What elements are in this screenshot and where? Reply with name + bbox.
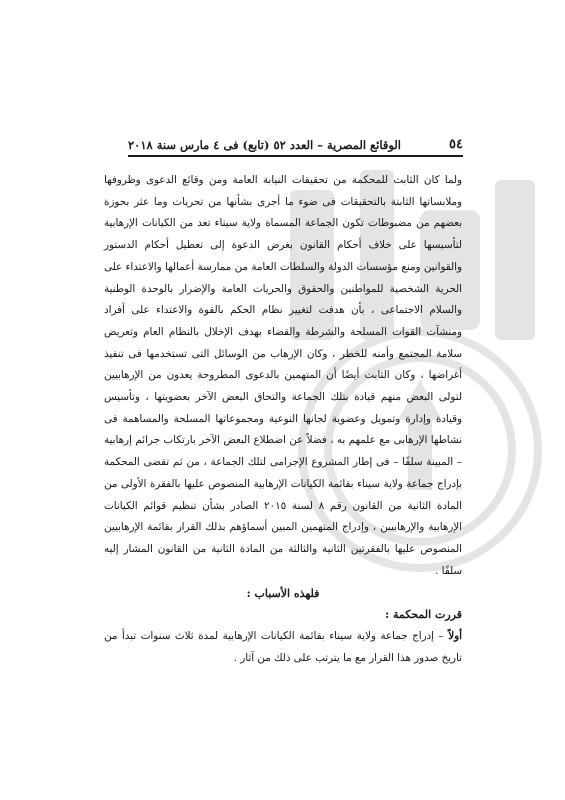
decision-item-first bbox=[104, 626, 462, 669]
decided-heading: قررت المحكمة : bbox=[385, 608, 462, 622]
page-number: ٥٤ bbox=[449, 137, 463, 152]
gazette-title: الوقائع المصرية – العدد ٥٢ (تابع) فى ٤ مارس سنة ٢٠١٨ bbox=[128, 138, 401, 152]
document-body bbox=[104, 170, 462, 670]
page-header bbox=[128, 127, 463, 157]
reasons-heading: فلهذه الأسباب : bbox=[246, 587, 320, 601]
decision-marker: أولاً bbox=[448, 630, 462, 643]
decision-text: – إدراج جماعة ولاية سيناء بقائمة الكيانات الإرهابية لمدة ثلاث سنوات تبدأ من تاريخ صدور هذا القرار مع ما يترتب على ذلك من آثار . bbox=[104, 630, 462, 665]
main-paragraph: ولما كان الثابت للمحكمة من تحقيقات النيابة العامة ومن وقائع الدعوى وظروفها وملابساتها الثابتة بالتحقيقات فى ضوء ما أجرى بشأنها من تحريات وما عثر بحوزة بعضهم من مضبوطات تكون الجماعة المسماة ولاية سيناء تعد من الكيانات الإرهابية لتأسيسها على خلاف أحكام القانون بغرض الدعوة إلى تعطيل أحكام الدستور والقوانين ومنع مؤسسات الدولة والسلطات العامة من ممارسة أعمالها والاعتداء على الحرية الشخصية للمواطنين والحقوق والحريات العامة والإضرار بالوحدة الوطنية والسلام الاجتماعى ، بأن هدفت لتغيير نظام الحكم بالقوة والاعتداء على أفراد ومنشآت القوات المسلحة والشرطة والقضاء بهدف الإخلال بالنظام العام وتعريض سلامة المجتمع وأمنه للخطر ، وكان الإرهاب من الوسائل التى تستخدمها فى تنفيذ أغراضها ، وكان الثابت أيضًا أن المتهمين بالدعوى المطروحة يعدون من الإرهابيين لتولى البعض منهم قيادة بتلك الجماعة والتحاق البعض الآخر بعضويتها ، وتأسيس وقيادة وإدارة وتمويل وعضوية لجانها النوعية ومجموعاتها المسلحة والمساهمة فى نشاطها الإرهابى مع علمهم به ، فضلاً عن اضطلاع البعض الآخر بارتكاب جرائم إرهابية – المبينة سلفًا – فى إطار المشروع الإجرامى لتلك الجماعة ، من ثم تقضى المحكمة بإدراج جماعة ولاية سيناء بقائمة الكيانات الإرهابية المنصوص عليها بالفقرة الأولى من المادة الثانية من القانون رقم ٨ لسنة ٢٠١٥ الصادر بشأن تنظيم قوائم الكيانات الإرهابية والإرهابيين ، وإدراج المتهمين المبين أسماؤهم بذلك القرار بقائمة الإرهابيين المنصوص عليها بالفقرتين الثانية والثالثة من المادة الثانية من القانون المشار إليه سلفًا . bbox=[104, 174, 462, 577]
